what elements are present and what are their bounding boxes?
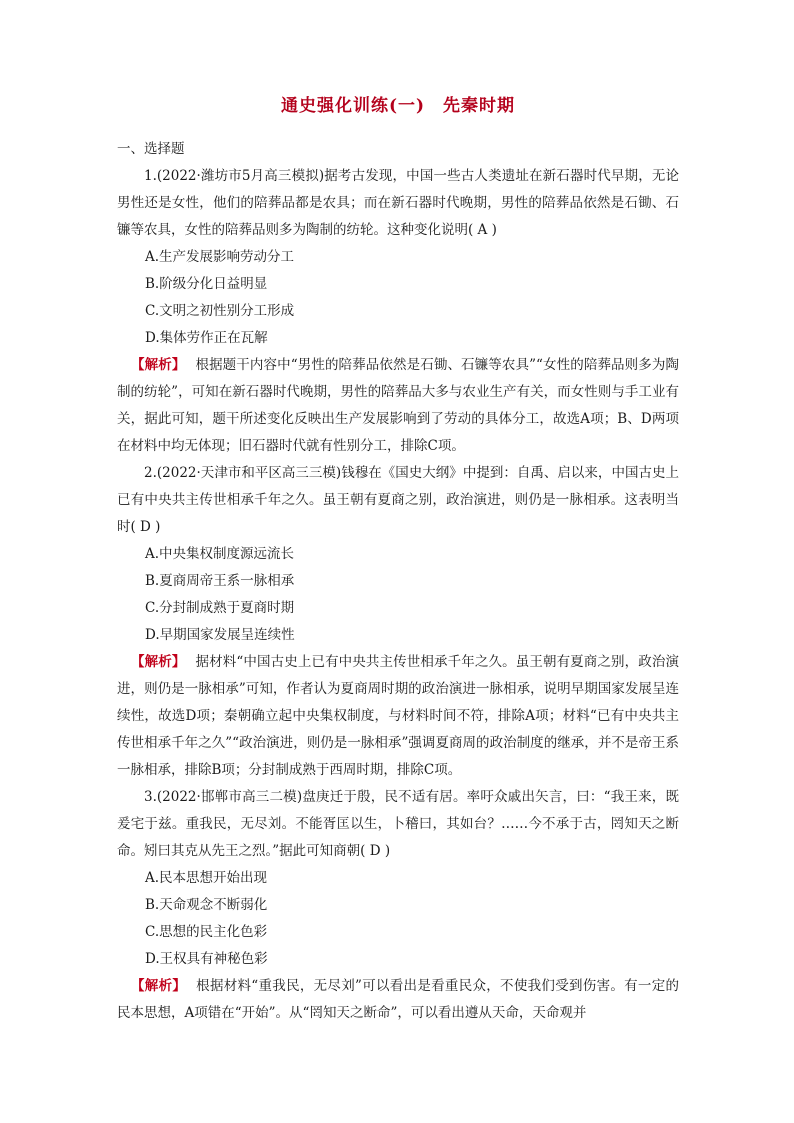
option-d: D.王权具有神秘色彩: [145, 951, 268, 967]
analysis-tag: 【解析】: [131, 357, 186, 373]
option-a: A.民本思想开始出现: [145, 870, 268, 886]
question-stem: 3.(2022·邯郸市高三二模)盘庚迁于殷，民不适有居。率吁众戚出矢言，曰：“我王来，既爰宅于兹。重我民，无尽刘。不能胥匡以生，卜稽曰，其如台？……今不承于古，罔知天之断命。矧曰其克从先王之烈。”据此可知商朝( D ): [117, 789, 679, 859]
option-c: C.文明之初性别分工形成: [145, 303, 295, 319]
analysis-text: 根据材料“重我民，无尽刘”可以看出是看重民众，不使我们受到伤害。有一定的民本思想，A项错在“开始”。从“罔知天之断命”，可以看出遵从天命，天命观并: [117, 978, 679, 1021]
question-3: [117, 784, 679, 1027]
analysis-text: 据材料“中国古史上已有中央共主传世相承千年之久。虽王朝有夏商之别，政治演进，则仍是一脉相承”可知，作者认为夏商周时期的政治演进一脉相承，说明早期国家发展呈连续性，故选D项；秦朝确立起中央集权制度，与材料时间不符，排除A项；材料“已有中央共主传世相承千年之久”“政治演进，则仍是一脉相承”强调夏商周的政治制度的继承，并不是帝王系一脉相承，排除B项；分封制成熟于西周时期，排除C项。: [117, 654, 680, 778]
analysis: [117, 352, 679, 460]
page-title: 通史强化训练(一) 先秦时期: [280, 96, 516, 116]
document-page: [117, 94, 679, 1027]
section-heading: 一、选择题: [117, 141, 185, 157]
option-b: B.阶级分化日益明显: [145, 276, 268, 292]
option-c: C.思想的民主化色彩: [145, 924, 268, 940]
option-c: C.分封制成熟于夏商时期: [145, 600, 295, 616]
analysis: [117, 649, 679, 784]
question-stem: 1.(2022·潍坊市5月高三模拟)据考古发现，中国一些古人类遗址在新石器时代早期，无论男性还是女性，他们的陪葬品都是农具；而在新石器时代晚期，男性的陪葬品依然是石锄、石镰等农具，女性的陪葬品则多为陶制的纺轮。这种变化说明( A ): [117, 168, 679, 238]
option-b: B.天命观念不断弱化: [145, 897, 268, 913]
analysis-tag: 【解析】: [131, 978, 187, 994]
question-stem: 2.(2022·天津市和平区高三三模)钱穆在《国史大纲》中提到：自禹、启以来，中国古史上已有中央共主传世相承千年之久。虽王朝有夏商之别，政治演进，则仍是一脉相承。这表明当时( D ): [117, 465, 679, 535]
analysis: [117, 973, 679, 1027]
analysis-tag: 【解析】: [131, 654, 186, 670]
option-a: A.生产发展影响劳动分工: [145, 249, 295, 265]
question-1: [117, 163, 679, 460]
option-b: B.夏商周帝王系一脉相承: [145, 573, 295, 589]
option-a: A.中央集权制度源远流长: [145, 546, 295, 562]
option-d: D.早期国家发展呈连续性: [145, 627, 295, 643]
option-d: D.集体劳作正在瓦解: [145, 330, 268, 346]
analysis-text: 根据题干内容中“男性的陪葬品依然是石锄、石镰等农具”“女性的陪葬品则多为陶制的纺轮”，可知在新石器时代晚期，男性的陪葬品大多与农业生产有关，而女性则与手工业有关，据此可知，题干所述变化反映出生产发展影响到了劳动的具体分工，故选A项；B、D两项在材料中均无体现；旧石器时代就有性别分工，排除C项。: [117, 357, 679, 454]
question-2: [117, 460, 679, 784]
